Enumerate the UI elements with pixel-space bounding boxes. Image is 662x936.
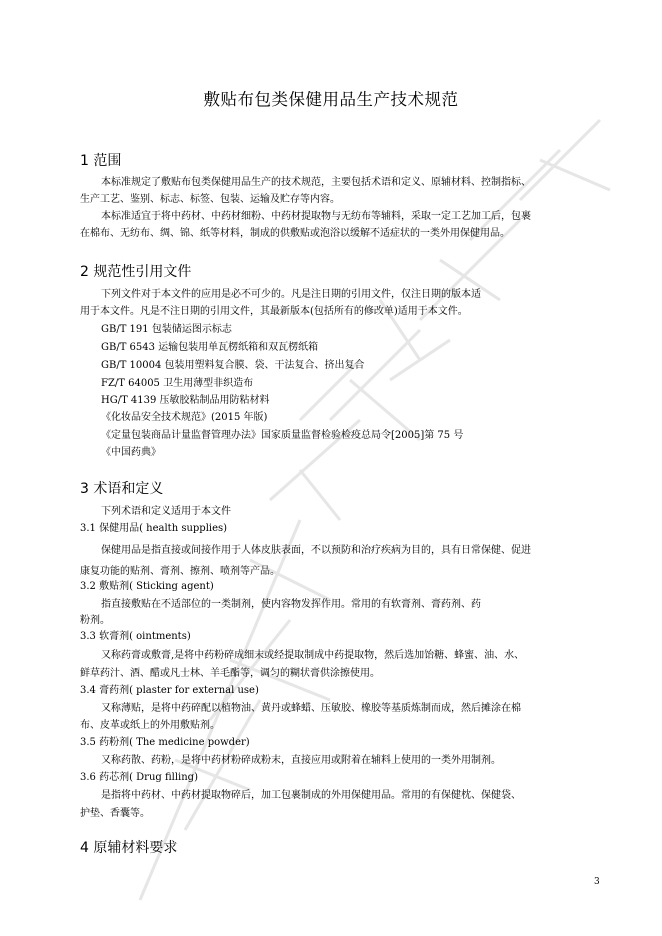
paragraph-line: 布、皮革或纸上的外用敷贴剂。 bbox=[80, 720, 220, 731]
paragraph-line: 下列文件对于本文件的应用是必不可少的。凡是注日期的引用文件，仅注日期的版本适 bbox=[101, 289, 481, 300]
term-heading: 3.5 药粉剂( The medicine powder) bbox=[80, 737, 250, 748]
paragraph-line: 又称药膏或敷膏,是将中药粉碎成细末或经提取制成中药提取物，然后选加饴糖、蜂蜜、油、水、 bbox=[101, 650, 525, 661]
paragraph-line: 护垫、香囊等。 bbox=[80, 808, 150, 819]
reference-item: HG/T 4139 压敏胶粘制品用防粘材料 bbox=[101, 395, 270, 406]
section-heading-scope: 1 范围 bbox=[80, 153, 122, 169]
paragraph-line: 康复功能的贴剂、膏剂、擦剂、喷剂等产品。 bbox=[80, 566, 280, 577]
section-heading-terms: 3 术语和定义 bbox=[80, 481, 164, 497]
reference-item: GB/T 191 包装储运图示标志 bbox=[101, 324, 232, 335]
reference-item: GB/T 10004 包装用塑料复合膜、袋、干法复合、挤出复合 bbox=[101, 360, 365, 371]
paragraph-line: 本标准规定了敷贴布包类保健用品生产的技术规范，主要包括术语和定义、原辅材料、控制指标、 bbox=[101, 177, 531, 188]
paragraph-line: 保健用品是指直接或间接作用于人体皮肤表面，不以预防和治疗疾病为目的，具有日常保健、促进 bbox=[101, 545, 531, 556]
reference-item: 《定量包装商品计量监督管理办法》国家质量监督检验检疫总局令[2005]第 75 号 bbox=[101, 430, 464, 441]
paragraph-line: 生产工艺、鉴别、标志、标签、包装、运输及贮存等内容。 bbox=[80, 194, 340, 205]
section-heading-references: 2 规范性引用文件 bbox=[80, 264, 192, 280]
page-number: 3 bbox=[594, 877, 600, 887]
paragraph-line: 又称药散、药粉，是将中药材粉碎成粉末，直接应用或附着在辅料上使用的一类外用制剂。 bbox=[101, 755, 501, 766]
paragraph-line: 在棉布、无纺布、绸、锦、纸等材料，制成的供敷贴或泡浴以缓解不适症状的一类外用保健用品。 bbox=[80, 228, 510, 239]
paragraph-line: 本标准适宜于将中药材、中药材细粉、中药材提取物与无纺布等辅料，采取一定工艺加工后，包裹 bbox=[101, 211, 531, 222]
term-heading: 3.2 敷贴剂( Sticking agent) bbox=[80, 581, 214, 592]
reference-item: 《化妆品安全技术规范》(2015 年版) bbox=[101, 412, 268, 423]
term-heading: 3.1 保健用品( health supplies) bbox=[80, 523, 228, 534]
reference-item: 《中国药典》 bbox=[101, 447, 161, 458]
term-heading: 3.4 膏药剂( plaster for external use) bbox=[80, 685, 259, 696]
paragraph-line: 鲜草药汁、酒、醋或凡士林、羊毛酯等，调匀的糊状膏供涂擦使用。 bbox=[80, 668, 380, 679]
reference-item: GB/T 6543 运输包装用单瓦楞纸箱和双瓦楞纸箱 bbox=[101, 342, 319, 353]
term-heading: 3.3 软膏剂( ointments) bbox=[80, 631, 191, 642]
paragraph-line: 粉剂。 bbox=[80, 615, 110, 626]
paragraph-line: 指直接敷贴在不适部位的一类制剂，使内容物发挥作用。常用的有软膏剂、膏药剂、药 bbox=[101, 599, 481, 610]
paragraph-line: 又称薄贴，是将中药碎配以植物油、黄丹或蜂蜡、压敏胶、橡胶等基质炼制而成，然后摊涂在棉 bbox=[101, 703, 521, 714]
paragraph-line: 用于本文件。凡是不注日期的引用文件，其最新版本(包括所有的修改单)适用于本文件。 bbox=[80, 306, 468, 317]
term-heading: 3.6 药芯剂( Drug filling) bbox=[80, 772, 198, 783]
reference-item: FZ/T 64005 卫生用薄型非织造布 bbox=[101, 378, 254, 389]
section-heading-materials: 4 原辅材料要求 bbox=[80, 840, 178, 856]
paragraph-line: 下列术语和定义适用于本文件 bbox=[101, 506, 231, 517]
paragraph-line: 是指将中药材、中药材提取物碎后，加工包裹制成的外用保健用品。常用的有保健枕、保健袋、 bbox=[101, 790, 521, 801]
document-title: 敷贴布包类保健用品生产技术规范 bbox=[203, 90, 459, 109]
